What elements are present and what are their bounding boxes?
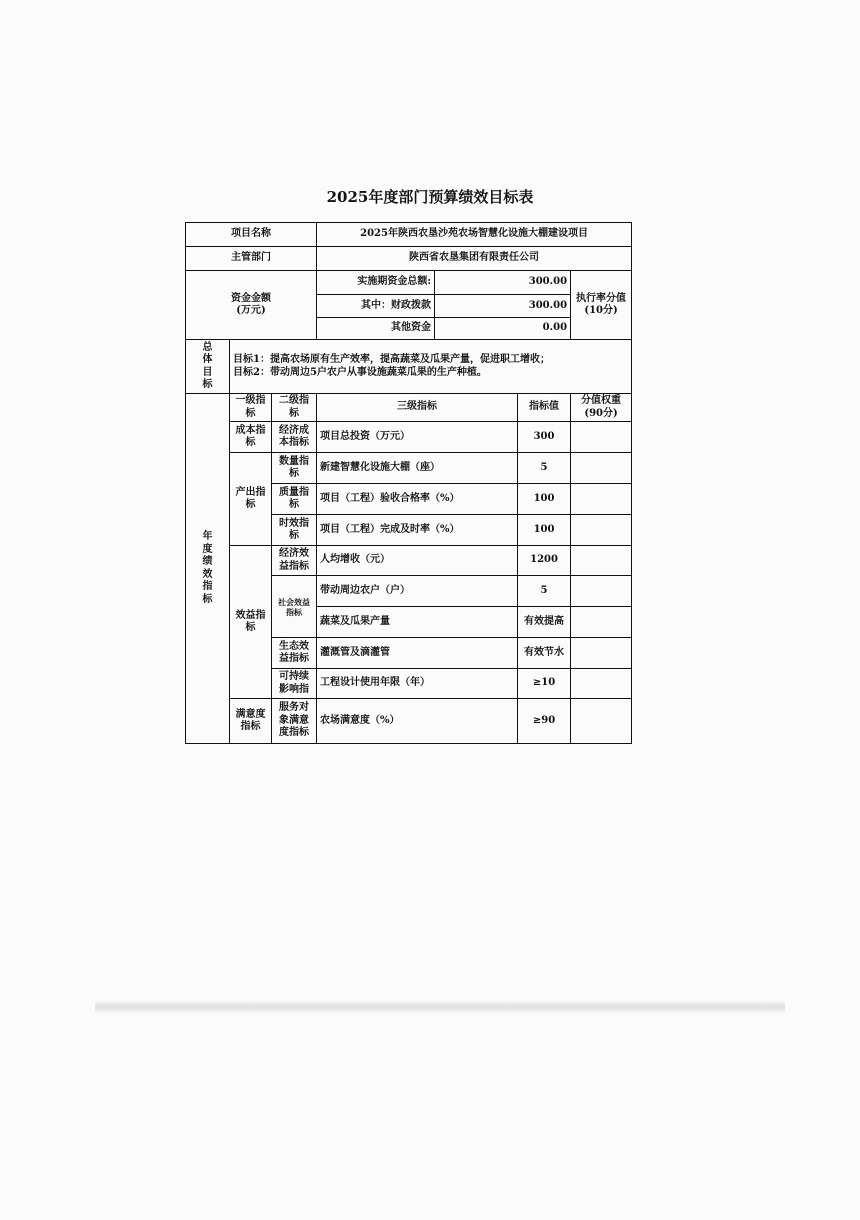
table-row: [186, 546, 632, 576]
funds-label-line2: (万元): [236, 305, 266, 316]
weight-cell: [571, 669, 632, 699]
project-name-row: [186, 223, 632, 247]
funds-fiscal-label: 其中：财政拨款: [317, 295, 435, 318]
table-row: [186, 422, 632, 453]
output-indicator-group: 产出指标: [230, 453, 272, 546]
level3-cell: 项目（工程）验收合格率（%）: [317, 484, 518, 515]
col-level2-header: 二级指标: [272, 394, 317, 422]
goals-label-char: 总: [202, 341, 213, 353]
department-value: 陕西省农垦集团有限责任公司: [317, 247, 632, 271]
weight-cell: [571, 699, 632, 744]
level2-cell: 服务对象满意度指标: [272, 699, 317, 744]
level2-cell: 时效指标: [272, 515, 317, 546]
level2-cell: 社会效益指标: [272, 576, 317, 638]
overall-goals-row: [186, 340, 632, 394]
indicators-label-char: 年: [202, 531, 213, 542]
department-row: [186, 247, 632, 271]
weight-cell: [571, 638, 632, 669]
overall-goals-text: [230, 340, 632, 394]
funds-fiscal-value: 300.00: [435, 295, 571, 318]
funds-label-line1: 资金金额: [231, 292, 272, 304]
level2-cell: 经济效益指标: [272, 546, 317, 576]
value-cell: ≥90: [518, 699, 571, 744]
level3-cell: 项目（工程）完成及时率（%）: [317, 515, 518, 546]
goals-label-char: 目: [202, 366, 213, 378]
col-weight-line1: 分值权重: [581, 395, 622, 406]
value-cell: 1200: [518, 546, 571, 576]
indicators-label-char: 标: [202, 593, 213, 605]
level3-cell: 灌溉管及滴灌管: [317, 638, 518, 669]
level3-cell: 带动周边农户（户）: [317, 576, 518, 607]
satisfaction-indicator-group: 满意度指标: [230, 699, 272, 744]
value-cell: 100: [518, 484, 571, 515]
level2-cell: 生态效益指标: [272, 638, 317, 669]
col-value-header: 指标值: [518, 394, 571, 422]
weight-cell: [571, 607, 632, 638]
document-title: 2025年度部门预算绩效目标表: [326, 188, 534, 206]
indicators-header-row: [186, 394, 632, 422]
cost-indicator-group: 成本指标: [230, 422, 272, 453]
project-name-value: 2025年陕西农垦沙苑农场智慧化设施大棚建设项目: [317, 223, 632, 247]
value-cell: 5: [518, 576, 571, 607]
weight-cell: [571, 546, 632, 576]
overall-goals-label: [186, 340, 230, 394]
level2-cell: 可持续影响指: [272, 669, 317, 699]
weight-cell: [571, 422, 632, 453]
funds-total-label: 实施期资金总额:: [317, 271, 435, 295]
weight-cell: [571, 453, 632, 484]
col-level3-header: 三级指标: [317, 394, 518, 422]
level3-cell: 人均增收（元）: [317, 546, 518, 576]
funds-total-value: 300.00: [435, 271, 571, 295]
level2-cell: 数量指标: [272, 453, 317, 484]
value-cell: 有效节水: [518, 638, 571, 669]
level3-cell: 新建智慧化设施大棚（座）: [317, 453, 518, 484]
value-cell: 300: [518, 422, 571, 453]
value-cell: 5: [518, 453, 571, 484]
department-label: 主管部门: [186, 247, 317, 271]
level3-cell: 农场满意度（%）: [317, 699, 518, 744]
weight-cell: [571, 515, 632, 546]
performance-target-table: [185, 222, 632, 744]
weight-cell: [571, 576, 632, 607]
indicators-label-char: 效: [202, 568, 213, 580]
table-row: [186, 699, 632, 744]
project-name-label: 项目名称: [186, 223, 317, 247]
funds-label: [186, 271, 317, 340]
funds-other-value: 0.00: [435, 318, 571, 340]
value-cell: 有效提高: [518, 607, 571, 638]
indicators-label-char: 绩: [202, 556, 213, 567]
execution-rate-line2: (10分): [584, 305, 618, 316]
indicators-label-char: 指: [202, 581, 213, 592]
execution-rate-score: [571, 271, 632, 340]
col-level1-header: 一级指标: [230, 394, 272, 422]
annual-indicators-label: [186, 394, 230, 744]
weight-cell: [571, 484, 632, 515]
execution-rate-line1: 执行率分值: [576, 292, 627, 304]
indicators-label-char: 度: [202, 543, 213, 555]
funds-total-row: [186, 271, 632, 295]
col-weight-header: [571, 394, 632, 422]
goal-line-1: 目标1：提高农场原有生产效率，提高蔬菜及瓜果产量，促进职工增收；: [233, 354, 550, 365]
table-row: [186, 453, 632, 484]
level2-cell: 质量指标: [272, 484, 317, 515]
funds-other-label: 其他资金: [317, 318, 435, 340]
level3-cell: 工程设计使用年限（年）: [317, 669, 518, 699]
goals-label-char: 体: [202, 354, 213, 365]
col-weight-line2: (90分): [584, 407, 618, 419]
goals-label-char: 标: [202, 379, 213, 390]
scan-artifact-line: [95, 1000, 785, 1014]
level2-cell: 经济成本指标: [272, 422, 317, 453]
value-cell: 100: [518, 515, 571, 546]
goal-line-2: 目标2：带动周边5户农户从事设施蔬菜瓜果的生产种植。: [233, 366, 487, 378]
level3-cell: 蔬菜及瓜果产量: [317, 607, 518, 638]
benefit-indicator-group: 效益指标: [230, 546, 272, 699]
level3-cell: 项目总投资（万元）: [317, 422, 518, 453]
value-cell: ≥10: [518, 669, 571, 699]
